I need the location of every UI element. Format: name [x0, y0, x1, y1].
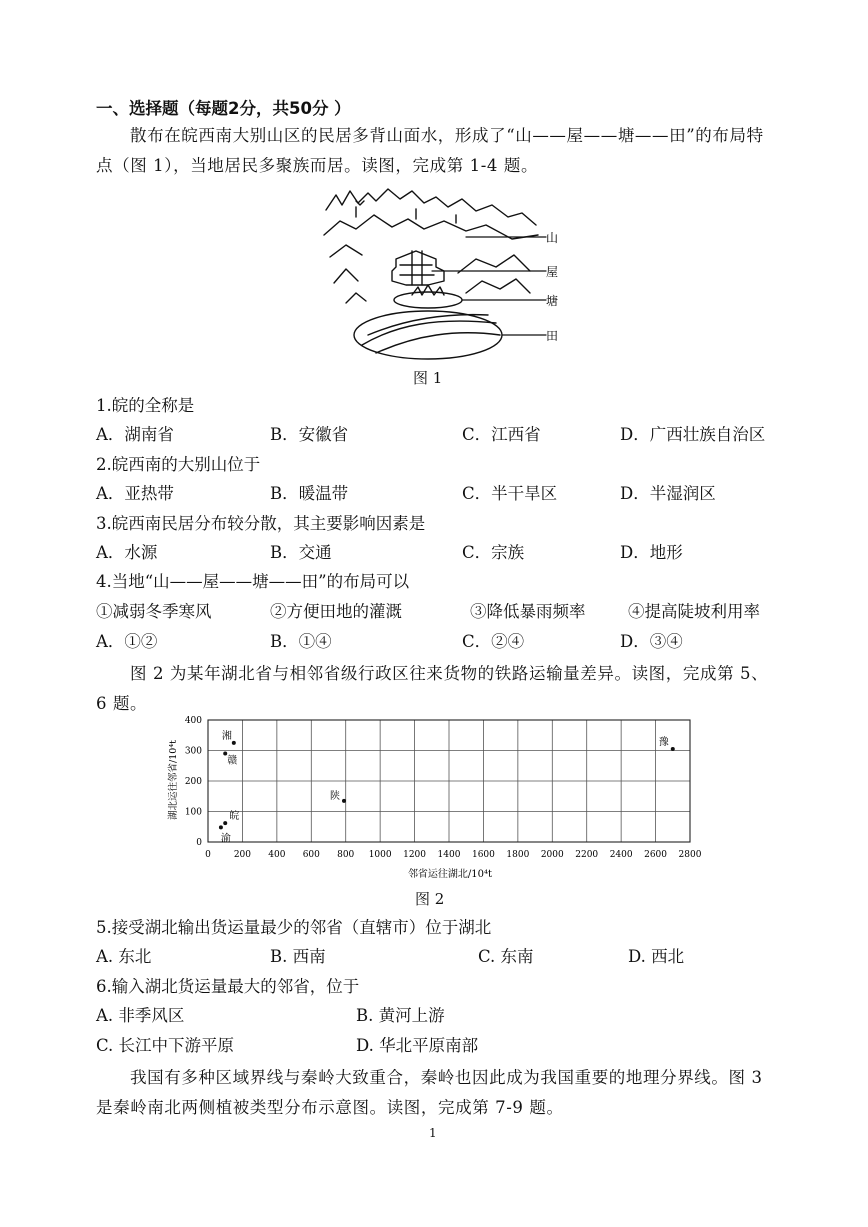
- question-1-stem: 1.皖的全称是: [96, 396, 195, 415]
- q6-option-d: D. 华北平原南部: [356, 1036, 479, 1055]
- chart-y-tick-label: 0: [196, 838, 202, 848]
- house-shape: [392, 251, 444, 285]
- q3-option-a: A．水源: [96, 543, 158, 562]
- chart-point-湘: [232, 741, 236, 745]
- chart-y-tick-label: 100: [184, 807, 202, 818]
- fig1-label-house: 屋: [546, 265, 559, 279]
- chart-x-tick-label: 1600: [471, 850, 495, 860]
- q5-option-a: A. 东北: [96, 947, 152, 966]
- q1-option-c: C．江西省: [462, 425, 541, 444]
- q5-option-b: B. 西南: [270, 947, 326, 966]
- q5-option-c: C. 东南: [478, 947, 534, 966]
- q3-option-c: C．宗族: [462, 543, 525, 562]
- fig1-label-field: 田: [546, 329, 559, 343]
- chart-x-tick-label: 2200: [575, 850, 599, 860]
- chart-x-tick-label: 200: [233, 850, 252, 860]
- fig1-label-pond: 塘: [546, 294, 559, 308]
- q6-option-b: B. 黄河上游: [356, 1006, 445, 1025]
- mountain-ridge-5: [466, 279, 530, 293]
- chart-y-tick-label: 400: [184, 716, 202, 726]
- mountain-ridge-1: [326, 189, 536, 225]
- intro-paragraph-3: 我国有多种区域界线与秦岭大致重合，秦岭也因此成为我国重要的地理分界线。图 3 是秦岭南北两侧植被类型分布示意图。读图，完成第 7-9 题。: [96, 1068, 763, 1117]
- figure-1-illustration: [316, 185, 566, 365]
- chart-y-axis-label: 湖北运往邻省/10⁴t: [168, 740, 179, 820]
- q2-option-d: D．半湿润区: [620, 484, 716, 503]
- question-4-stem: 4.当地“山——屋——塘——田”的布局可以: [96, 572, 410, 591]
- chart-x-tick-label: 2800: [678, 850, 702, 860]
- q3-option-b: B．交通: [270, 543, 332, 562]
- question-3-stem: 3.皖西南民居分布较分散，其主要影响因素是: [96, 514, 426, 533]
- q4-statement-4: ④提高陡坡利用率: [628, 602, 760, 621]
- mountain-ridge-7: [346, 293, 366, 303]
- question-2-stem: 2.皖西南的大别山位于: [96, 455, 261, 474]
- chart-y-tick-label: 300: [184, 746, 202, 757]
- chart-x-tick-label: 2400: [609, 850, 633, 860]
- chart-point-皖: [223, 821, 227, 825]
- chart-point-label: 湘: [221, 730, 232, 742]
- pond-shape: [394, 292, 462, 308]
- q1-option-d: D．广西壮族自治区: [620, 425, 766, 444]
- q1-option-b: B．安徽省: [270, 425, 349, 444]
- chart-point-label: 渝: [220, 833, 231, 845]
- q5-option-d: D. 西北: [628, 947, 685, 966]
- chart-x-tick-label: 600: [302, 850, 320, 860]
- chart-x-tick-label: 2600: [644, 850, 668, 860]
- chart-point-label: 皖: [229, 811, 240, 823]
- q6-option-a: A. 非季风区: [96, 1006, 185, 1025]
- chart-x-axis-label: 邻省运往湖北/10⁴t: [407, 869, 493, 880]
- intro-paragraph-1: 散布在皖西南大别山区的民居多背山面水，形成了“山——屋——塘——田”的布局特点（图 1），当地居民多聚族而居。读图，完成第 1-4 题。: [96, 126, 764, 175]
- q4-option-d: D．③④: [620, 632, 683, 651]
- mountain-ridge-3: [330, 245, 362, 257]
- chart-point-label: 豫: [658, 736, 669, 748]
- q2-option-a: A．亚热带: [96, 484, 174, 503]
- chart-x-tick-label: 800: [337, 850, 355, 860]
- chart-y-tick-label: 200: [184, 777, 202, 787]
- q2-option-c: C．半干旱区: [462, 484, 558, 503]
- q4-option-a: A．①②: [96, 632, 158, 651]
- chart-x-tick-label: 0: [205, 850, 211, 860]
- chart-point-label: 陕: [329, 790, 340, 802]
- q1-option-a: A．湖南省: [96, 425, 174, 444]
- figure-2-caption: 图 2: [415, 890, 445, 908]
- q4-statement-3: ③降低暴雨频率: [470, 602, 586, 621]
- q4-statement-2: ②方便田地的灌溉: [270, 602, 402, 621]
- chart-point-渝: [219, 825, 223, 829]
- chart-point-陕: [342, 799, 346, 803]
- chart-x-tick-label: 2000: [540, 850, 564, 860]
- q4-option-c: C．②④: [462, 632, 525, 651]
- q3-option-d: D．地形: [620, 543, 683, 562]
- mountain-ridge-4: [458, 255, 530, 273]
- figure-2-scatter-chart: [160, 712, 710, 887]
- chart-x-tick-label: 1400: [437, 850, 461, 860]
- q6-option-c: C. 长江中下游平原: [96, 1036, 235, 1055]
- q2-option-b: B．暖温带: [270, 484, 349, 503]
- q4-statement-1: ①减弱冬季寒风: [96, 602, 212, 621]
- mountain-ridge-6: [334, 269, 358, 283]
- section-title: 一、选择题（每题2分，共50分 ）: [96, 99, 351, 118]
- question-6-stem: 6.输入湖北货运量最大的邻省，位于: [96, 977, 360, 996]
- chart-x-tick-label: 1800: [506, 850, 530, 860]
- chart-x-tick-label: 1000: [368, 850, 392, 860]
- chart-point-label: 赣: [227, 755, 238, 767]
- question-5-stem: 5.接受湖北输出货运量最少的邻省（直辖市）位于湖北: [96, 918, 492, 937]
- intro-paragraph-2: 图 2 为某年湖北省与相邻省级行政区往来货物的铁路运输量差异。读图，完成第 5、6 题。: [96, 664, 769, 713]
- chart-point-豫: [671, 747, 675, 751]
- figure-1-caption: 图 1: [413, 369, 443, 387]
- page-number: 1: [429, 1126, 437, 1140]
- q4-option-b: B．①④: [270, 632, 332, 651]
- chart-x-tick-label: 400: [268, 850, 286, 860]
- chart-x-tick-label: 1200: [403, 850, 427, 860]
- mountain-ridge-2: [324, 215, 538, 239]
- fig1-label-mountain: 山: [546, 231, 559, 245]
